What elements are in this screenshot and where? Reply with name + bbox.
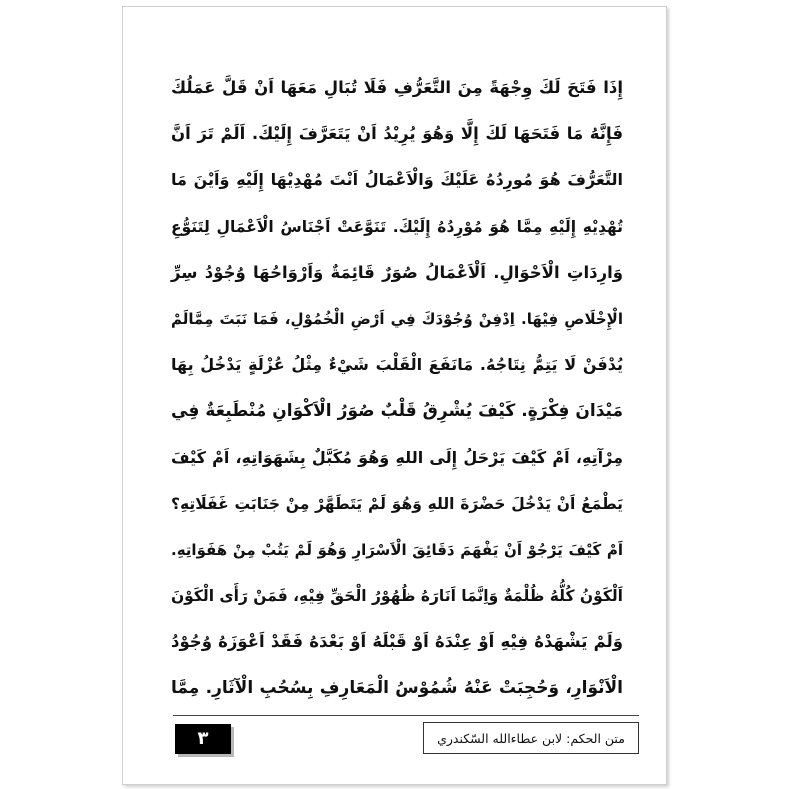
text-line: وَارِدَاتِ الْاَحْوَالِ. اَلْاَعْمَالُ صُوَرٌ قَائِمَةٌ وَاَرْوَاحُهَا وُجُوْدُ سِرِّ — [171, 262, 623, 282]
page-footer — [173, 715, 639, 754]
text-line: يُدْفَنْ لَا يَتِمُّ نِتَاجُهُ. مَانَفَعَ الْقَلْبَ شَيْءٌ مِثْلُ عُزْلَةٍ يَدْخُلُ بِهَا — [171, 355, 623, 375]
text-line: مَيْدَانَ فِكْرَةٍ. كَيْفَ يُشْرِقُ قَلْبٌ صُوَرُ الْاَكْوَانِ مُنْطَبِعَةٌ فِي — [171, 401, 623, 422]
text-line: مِرْآتِهِ، اَمْ كَيْفَ يَرْحَلُ إِلَى اللهِ وَهُوَ مُكَبَّلٌ بِشَهَوَاتِهِ، اَمْ كَيْفَ — [171, 447, 623, 467]
text-line: الْاَنْوَارِ، وَحُجِبَتْ عَنْهُ شُمُوْسُ الْمَعَارِفِ بِسُحُبِ الْآثَارِ. مِمَّا — [171, 678, 623, 699]
text-line: وَلَمْ يَشْهَدْهُ فِيْهِ اَوْ عِنْدَهُ اَوْ قَبْلَهُ اَوْ بَعْدَهُ فَقَدْ اَعْوَزَهُ وُجُوْدُ — [171, 632, 623, 652]
text-line: تُهْدِيْهِ إِلَيْهِ مِمَّا هُوَ مُوْرِدُهُ إِلَيْكَ. تَنَوَّعَتْ اَجْنَاسُ الْاَعْمَالِ لِتَنَوُّعِ — [171, 217, 623, 236]
text-line: يَطْمَعُ اَنْ يَدْخُلَ حَضْرَةَ اللهِ وَهُوَ لَمْ يَتَطَهَّرْ مِنْ جَنَابَتِ غَفَلَاتِهِ؟ — [171, 494, 623, 513]
text-line: التَّعَرُّفَ هُوَ مُورِدُهُ عَلَيْكَ وَالْاَعْمَالُ اَنْتَ مُهْدِيْهَا إِلَيْهِ وَاَيْنَ مَا — [171, 170, 623, 190]
body-text — [171, 65, 623, 712]
text-line: إِذَا فَتَحَ لَكَ وِجْهَةً مِنَ التَّعَرُّفِ فَلَا تُبَالِ مَعَهَا اَنْ قَلَّ عَمَلُكَ — [171, 78, 623, 97]
text-line: اَلْكَوْنُ كُلُّهُ ظُلْمَةٌ وَاِنَّمَا اَنَارَهُ ظُهُوْرُ الْحَقِّ فِيْهِ، فَمَنْ رَأَى الْكَوْنَ — [170, 587, 623, 606]
text-line: فَإِنَّهُ مَا فَتَحَهَا لَكَ إِلَّا وَهُوَ يُرِيْدُ اَنْ يَتَعَرَّفَ إِلَيْكَ. اَلَمْ تَرَ اَنَّ — [171, 124, 623, 144]
page-number: ٣ — [175, 724, 231, 754]
book-title: متن الحكم: لابن عطاءالله السّكندري — [423, 722, 639, 754]
text-line: اَمْ كَيْفَ يَرْجُوْ اَنْ يَفْهَمَ دَقَائِقَ الْاَسْرَارِ وَهُوَ لَمْ يَتُبْ مِنْ هَفَوَاتِهِ. — [171, 540, 623, 559]
text-line: الْإِخْلَاصِ فِيْهَا. اِدْفِنْ وُجُوْدَكَ فِي اَرْضِ الْخُمُوْلِ، فَمَا نَبَتَ مِمَّالَمْ — [171, 309, 623, 328]
document-page — [122, 6, 667, 785]
